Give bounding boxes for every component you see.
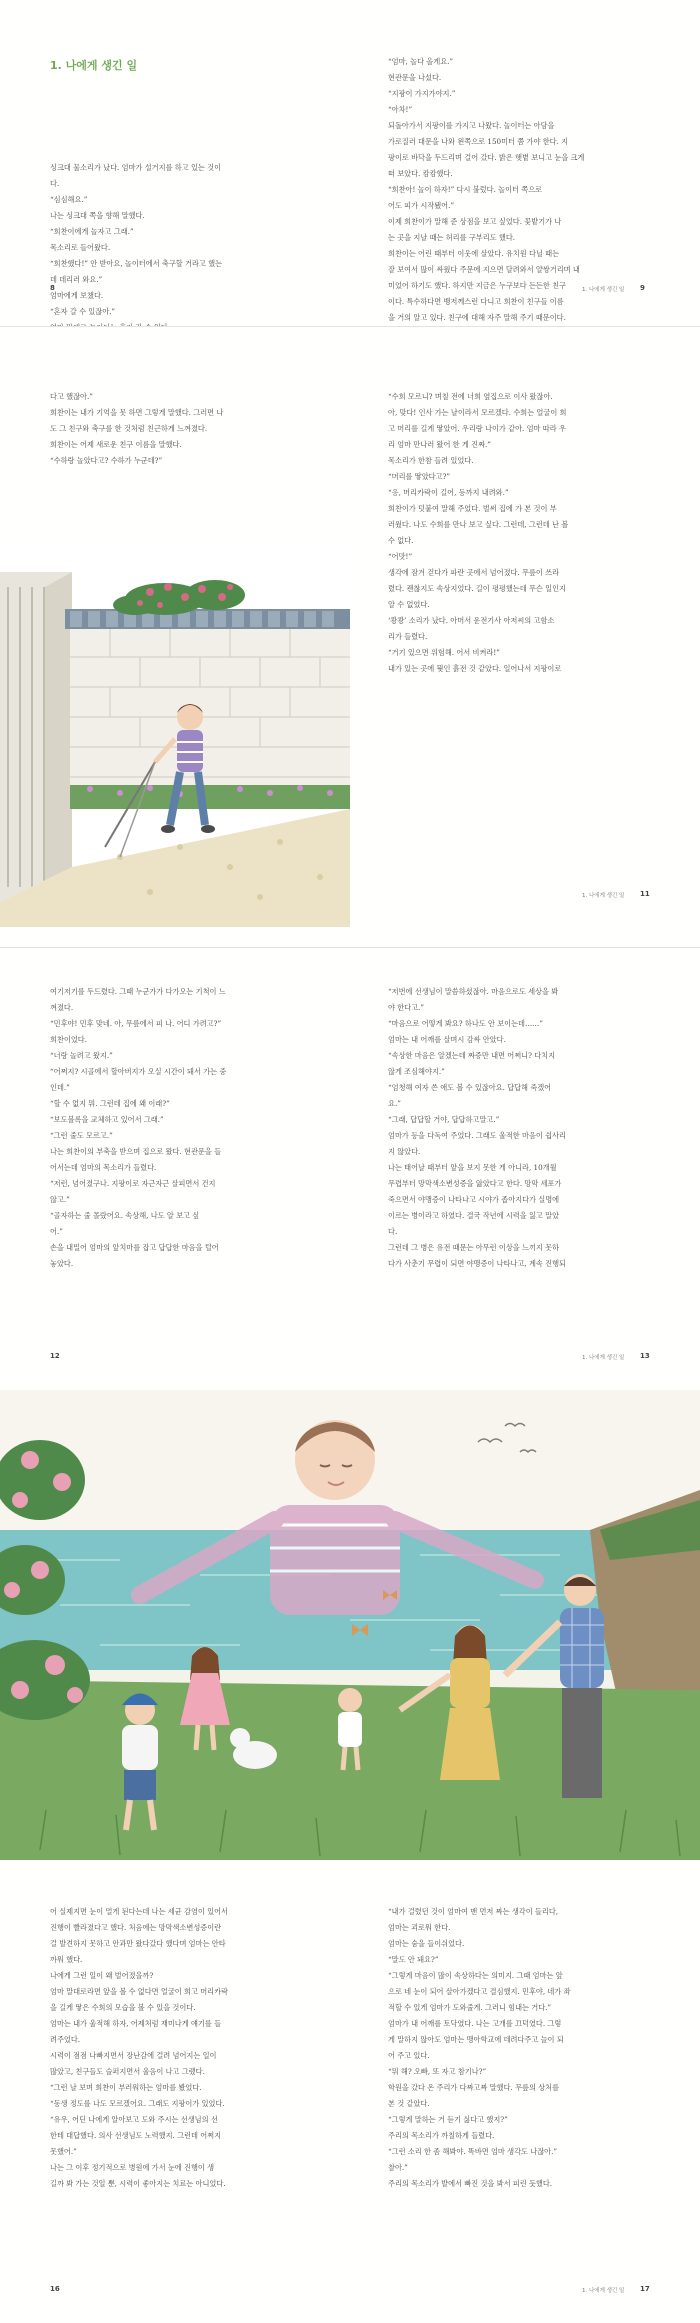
text-line: 엄마가 등을 다독여 주었다. 그래도 울적한 마음이 쉽사리 — [388, 1131, 566, 1140]
text-line: “동생 정도를 나도 모르겠어요. 그래도 지팡이가 있었다. — [50, 2099, 225, 2108]
text-line: 목소리가 한참 들려 있었다. — [388, 456, 474, 465]
text-line: 걸 발견하지 못하고 안과만 왔다갔다 했다며 엄마는 안타 — [50, 1939, 226, 1948]
page-number-left: 12 — [50, 1352, 60, 1360]
running-header: 1. 나에게 생긴 일 — [582, 893, 625, 899]
text-line: 다고 했잖아.” — [50, 392, 93, 401]
text-line: 희찬이는 어린 때부터 이웃에 살았다. 유치원 다닐 때는 — [388, 249, 560, 258]
text-line: “저런, 넘어졌구나. 지팡이로 자근자근 살피면서 건지 — [50, 1179, 216, 1188]
text-line: 여기저기를 두드렸다. 그때 누군가가 다가오는 기척이 느 — [50, 987, 226, 996]
text-line: 나는 그 이후 정기적으로 병원에 가서 눈에 진행이 생 — [50, 2163, 215, 2172]
text-line: 놓았다. — [50, 1259, 74, 1268]
family-by-sea-svg — [0, 1390, 700, 1860]
spread-pages-12-13 — [0, 948, 700, 1388]
text-line: 미었어 하기도 했다. 하지만 지금은 누구보다 든든한 친구 — [388, 281, 566, 290]
text-line: 렸다. 괜찮지도 속상지었다. 길이 평평했는데 무슨 일인지 — [388, 584, 566, 593]
text-line: 적할 수 있게 엄마가 도와줄게. 그러니 힘내는 거다.” — [388, 2003, 552, 2012]
text-line: 야 한다고.” — [388, 1003, 425, 1012]
text-line: “어쩌지? 시골에서 할아버지가 오실 시간이 돼서 가는 중 — [50, 1067, 227, 1076]
text-line: “그렇게 말하는 거 듣기 싫다고 했지?” — [388, 2115, 508, 2124]
text-line: 나는 태어날 때부터 앞을 보지 못한 게 아니라, 10개월 — [388, 1163, 557, 1172]
text-line: 엄마에게 보챘다. — [50, 291, 104, 300]
text-line: 러웠다. 나도 수희를 만나 보고 싶다. 그런데, 그런데 난 볼 — [388, 520, 569, 529]
text-line: “속상한 마음은 알겠는데 짜증만 내면 어쩌니? 다치지 — [388, 1051, 556, 1060]
text-line: “머리를 땋았다고?” — [388, 472, 451, 481]
text-line: “거기 있으면 위험해. 어서 비켜라!” — [388, 648, 500, 657]
family-by-sea-illustration — [0, 1390, 700, 1860]
text-line: “보도블록을 교체하고 있어서 그래.” — [50, 1115, 164, 1124]
left-text-column — [50, 389, 223, 469]
text-line: 않게 조심해야지.” — [388, 1067, 445, 1076]
text-line: “엄청해 여자 쓴 애도 볼 수 있잖아요. 답답해 죽겠어 — [388, 1083, 552, 1092]
text-line: 많았고, 친구들도 슬퍼지면서 울음이 나고 그랬다. — [50, 2067, 205, 2076]
text-line: 주리의 목소리가 까칠하게 들렸다. — [388, 2131, 495, 2140]
text-line: “희찬아! 놀이 하자!” 다시 불렀다. 놀이터 쪽으로 — [388, 185, 545, 194]
text-line: “수희 모르니? 며칠 전에 너희 옆집으로 이사 왔잖아. — [388, 392, 553, 401]
text-line: “그래, 답답할 거야, 답답하고말고.” — [388, 1115, 500, 1124]
text-line: 지 않았다. — [388, 1147, 421, 1156]
text-line: 나는 싱크대 쪽을 향해 말했다. — [50, 211, 145, 220]
text-line: “혼자 갈 수 있잖아.” — [50, 307, 116, 316]
text-line: 엄마는 내 어깨를 살며시 감싸 안았다. — [388, 1035, 506, 1044]
text-line: 목소리로 들어왔다. — [50, 243, 111, 252]
text-line: “엄마, 놀다 올게요.” — [388, 57, 454, 66]
boy-with-cane-svg — [0, 547, 350, 927]
text-line: 찰아.” — [388, 2163, 408, 2172]
text-line: 본 것 같았다. — [388, 2099, 430, 2108]
page-number-left: 16 — [50, 2285, 60, 2293]
text-line: 다. — [388, 1227, 398, 1236]
text-line: 고 머리를 길게 땋았어. 우리랑 나이가 같아. 엄마 따라 우 — [388, 424, 566, 433]
text-line: “유우, 어딘 나에게 알아보고 도와 주시는 선생님의 선 — [50, 2115, 218, 2124]
text-line: 희찬이는 어제 새로운 친구 이름을 말했다. — [50, 440, 182, 449]
text-line: “골자하는 줄 몰랐어요. 속상해, 나도 알 보고 싶 — [50, 1211, 200, 1220]
text-line: 인데.” — [50, 1083, 70, 1092]
right-text-column — [388, 389, 568, 677]
text-line: 나는 희찬이의 부축을 받으며 집으로 왔다. 현관문을 들 — [50, 1147, 222, 1156]
text-line: “그런 줄도 모르고.” — [50, 1131, 113, 1140]
text-line: 현관문을 나섰다. — [388, 73, 442, 82]
text-line: “저번에 선생님이 말씀하셨잖아. 마음으로도 세상을 봐 — [388, 987, 559, 996]
text-line: 다. — [50, 179, 60, 188]
text-line: “응, 머리카락이 길어, 등까지 내려와.” — [388, 488, 509, 497]
text-line: “뭐 해? 오빠, 또 자고 참기나?” — [388, 2067, 487, 2076]
text-line: 어 주고 있다. — [388, 2051, 430, 2060]
text-line: 손을 내밀어 엄마의 앞치마를 잡고 답답한 마음을 털어 — [50, 1243, 219, 1252]
left-text-column — [50, 160, 222, 336]
text-line: 어 실제지면 눈이 멀게 된다는데 나는 세균 감염이 있어서 — [50, 1907, 228, 1916]
text-line: 생각에 잠겨 걷다가 파란 곳에서 넘어졌다. 무릎이 쓰라 — [388, 568, 560, 577]
spread-pages-10-11 — [0, 327, 700, 947]
text-line: 아, 맞다! 인사 가는 날이라서 모르겠다. 수희는 얼굴이 희 — [388, 408, 567, 417]
text-line: “그렇게 마음이 많이 속상하다는 의미지. 그때 엄마는 앞 — [388, 1971, 563, 1980]
text-line: “그런 날 보며 희찬이 부러워하는 엄마를 봤었다. — [50, 2083, 202, 2092]
text-line: 희찬이었다. — [50, 1035, 88, 1044]
text-line: 을 거의 알고 있다. 친구에 대해 자주 말해 주기 때문이다. — [388, 313, 566, 322]
text-line: 되돌아가서 지팡이를 가지고 나왔다. 놀이터는 아담을 — [388, 121, 555, 130]
text-line: “할 수 없지 뭐. 그런데 집에 왜 이래?” — [50, 1099, 170, 1108]
text-line: 어도 피가 시작됐어.” — [388, 201, 455, 210]
text-line: 내가 있는 곳에 뭣인 흙전 것 같았다. 일어나서 지팡이로 — [388, 664, 562, 673]
right-text-column — [388, 54, 584, 342]
text-line: 이르는 병이라고 하였다. 결국 작년에 시력을 잃고 말았 — [388, 1211, 560, 1220]
text-line: 려주었다. — [50, 2035, 81, 2044]
text-line: 엄마는 괴로워 한다. — [388, 1923, 451, 1932]
text-line: “희찬했다!” 안 받아요, 놀이터에서 축구할 거라고 했는 — [50, 259, 223, 268]
page-number-right: 17 — [640, 2285, 650, 2293]
text-line: 못했어.” — [50, 2147, 77, 2156]
text-line: 어서는데 엄마의 목소리가 들렸다. — [50, 1163, 157, 1172]
running-header: 1. 나에게 생긴 일 — [582, 287, 625, 293]
text-line: “어맛!” — [388, 552, 413, 561]
page-number-left: 8 — [50, 284, 55, 292]
text-line: ‘쾅쾅’ 소리가 났다. 아머서 운전기사 아저씨의 고함소 — [388, 616, 555, 625]
text-line: 으로 네 눈이 되어 살아가겠다고 결심했지. 민후야, 네가 좌 — [388, 1987, 571, 1996]
page-number-right: 13 — [640, 1352, 650, 1360]
chapter-title: 1. 나에게 생긴 일 — [50, 59, 138, 72]
text-line: “너랑 놀려고 왔지.” — [50, 1051, 113, 1060]
text-line: 까워 했다. — [50, 1955, 83, 1964]
text-line: 어.” — [50, 1227, 63, 1236]
text-line: 가로질러 대문을 나와 왼쪽으로 150미터 쯤 가야 한다. 지 — [388, 137, 569, 146]
text-line: 알 수 없었다. — [388, 600, 430, 609]
text-line: “아차!” — [388, 105, 413, 114]
text-line: 데 데리러 와요.” — [50, 275, 103, 284]
right-text-column — [388, 1904, 571, 2192]
text-line: 엄마는 내가 울적해 하자, 어제처럼 재미나게 얘기를 들 — [50, 2019, 222, 2028]
text-line: 리 엄마 만나러 왔어 한 게 진짜.” — [388, 440, 491, 449]
text-line: 무렵부터 망막색소변성증을 앓았다고 한다. 망막 세포가 — [388, 1179, 562, 1188]
text-line: “말도 안 돼요?” — [388, 1955, 439, 1964]
text-line: 엄마가 내 어깨를 토닥였다. 나는 고개를 끄덕였다. 그렇 — [388, 2019, 562, 2028]
text-line: 잘 보여서 많이 싸웠다 주문에 지으면 달려와서 얄쌍거리며 내 — [388, 265, 580, 274]
text-line: 엄마 말대로라면 앞을 볼 수 없다면 얼굴이 희고 머리카락 — [50, 1987, 228, 1996]
text-line: 도 그 친구와 축구를 한 것처럼 친근하게 느껴졌다. — [50, 424, 208, 433]
text-line: “내가 걸렸던 것이 엄마여 맨 먼저 짜는 생각이 들리다, — [388, 1907, 559, 1916]
text-line: 길까 봐 가는 것일 뿐, 시력이 좋아지는 치료는 아니었다. — [50, 2179, 226, 2188]
text-line: 떠 보았다. 캄캄했다. — [388, 169, 453, 178]
text-line: “희찬이에게 놀자고 그래.” — [50, 227, 134, 236]
text-line: 는 곳을 지날 때는 허리를 구부리도 했다. — [388, 233, 516, 242]
running-header: 1. 나에게 생긴 일 — [582, 2288, 625, 2294]
page-number-right: 9 — [640, 284, 645, 292]
text-line: 다가 사춘기 무렵이 되면 야맹증이 나타나고, 계속 진행되 — [388, 1259, 566, 1268]
text-line: 진행이 빨라졌다고 했다. 처음에는 망막색소변성증이란 — [50, 1923, 222, 1932]
text-line: 게 말하지 않아도 엄마는 맹아학교에 데려다주고 늘이 되 — [388, 2035, 564, 2044]
left-text-column — [50, 1904, 228, 2192]
spread-pages-16-17 — [0, 1862, 700, 2323]
text-line: “지팡이 가지가야지.” — [388, 89, 456, 98]
text-line: 시력이 점점 나빠지면서 장난감에 걸려 넘어지는 일이 — [50, 2051, 217, 2060]
text-line: 팡이로 바닥을 두드리며 걸어 갔다. 밝은 햇볕 보니고 눈을 크게 — [388, 153, 585, 162]
text-line: “그런 소리 한 좀 해봐야. 똑바면 엄마 생각도 나잖아.” — [388, 2147, 558, 2156]
text-line: “마음으로 어떻게 봐요? 하나도 안 보이는데……” — [388, 1019, 544, 1028]
text-line: “심심해요.” — [50, 195, 88, 204]
text-line: 주리의 목소리가 발에서 빠진 것을 봐서 피린 듯했다. — [388, 2179, 553, 2188]
text-line: 리가 들렸다. — [388, 632, 428, 641]
text-line: 죽으면서 야맹증이 나타나고 시야가 좁아지다가 실명에 — [388, 1195, 560, 1204]
page-number-right: 11 — [640, 890, 650, 898]
text-line: 요.” — [388, 1099, 401, 1108]
text-line: 한테 대답했다. 의사 선생님도 노력했지. 그런데 어쩌지 — [50, 2131, 222, 2140]
text-line: 희찬이는 내가 기억을 못 하면 그렇게 말했다. 그러면 나 — [50, 408, 224, 417]
text-line: 수 없다. — [388, 536, 414, 545]
text-line: 이다. 특수하다면 뱅저께스런 다니고 희찬이 친구들 이름 — [388, 297, 564, 306]
text-line: 나에게 그런 일이 왜 벌어졌을까? — [50, 1971, 154, 1980]
text-line: 엄마는 숨을 들이쉬었다. — [388, 1939, 465, 1948]
spread-pages-8-9 — [0, 0, 700, 326]
text-line: “민후야! 민후 맞네. 아, 무릎에서 피 나. 어디 가려고?” — [50, 1019, 222, 1028]
text-line: 을 길게 땋은 수희의 모습을 볼 수 있을 것이다. — [50, 2003, 196, 2012]
text-line: 싱크대 물소리가 났다. 엄마가 설거지를 하고 있는 것이 — [50, 163, 222, 172]
right-text-column — [388, 984, 566, 1272]
running-header: 1. 나에게 생긴 일 — [582, 1355, 625, 1361]
text-line: 않고.” — [50, 1195, 70, 1204]
text-line: 껴졌다. — [50, 1003, 74, 1012]
left-text-column — [50, 984, 226, 1272]
text-line: 학원을 갔다 온 주리가 다짜고짜 말했다. 무릎의 상처를 — [388, 2083, 560, 2092]
boy-with-cane-illustration — [0, 547, 350, 927]
text-line: 희찬이가 덧붙여 말해 주었다. 벌써 집에 가 본 것이 부 — [388, 504, 557, 513]
text-line: 이제 희찬이가 말해 준 상점을 보고 싶었다. 꽃밭기가 나 — [388, 217, 562, 226]
text-line: “수하랑 놀았다고? 수하가 누군데?” — [50, 456, 163, 465]
text-line: 그런데 그 병은 유전 때문는 아무런 이상을 느끼지 못하 — [388, 1243, 560, 1252]
